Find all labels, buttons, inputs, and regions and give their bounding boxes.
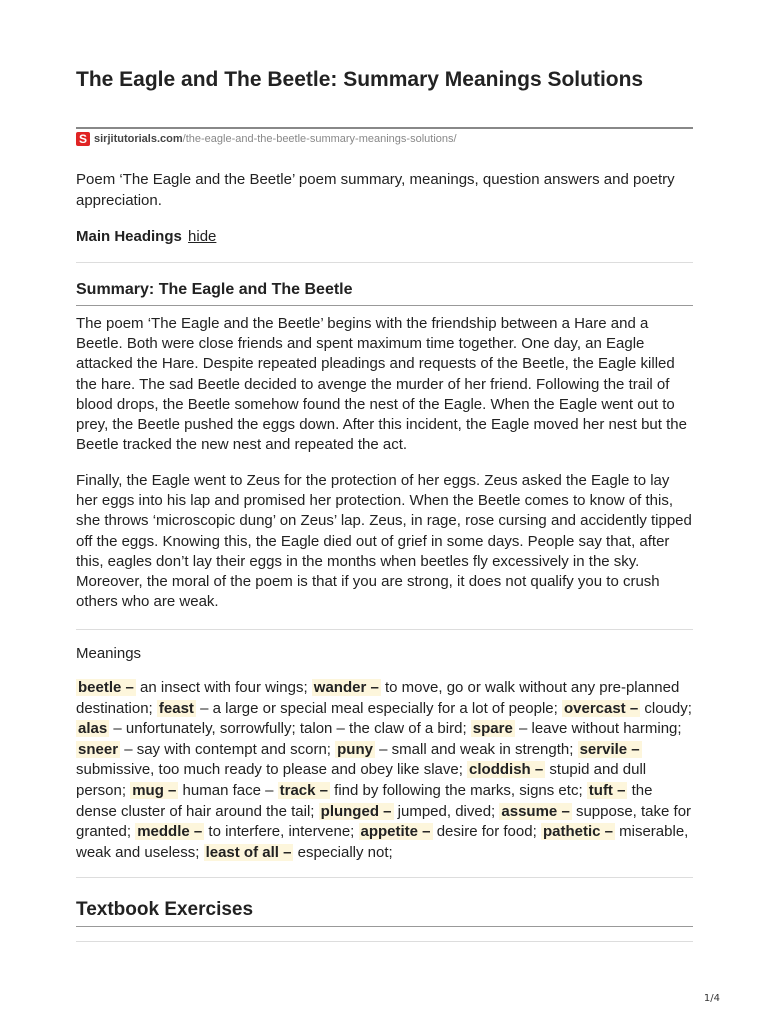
meaning-definition: – unfortunately, sorrowfully; talon – the claw of a bird; bbox=[109, 720, 471, 738]
meaning-term: tuft – bbox=[588, 781, 626, 799]
source-link[interactable] bbox=[76, 132, 457, 146]
textbook-exercises-heading: Textbook Exercises bbox=[76, 899, 254, 920]
meaning-definition: suppose, take for granted; bbox=[76, 802, 692, 841]
page-number: 1/4 bbox=[703, 993, 720, 1004]
meaning-term: beetle – bbox=[78, 679, 134, 696]
meaning-definition: – small and weak in strength; bbox=[374, 740, 578, 758]
meaning-term: spare bbox=[472, 720, 513, 738]
meaning-definition: desire for food; bbox=[432, 823, 541, 841]
meaning-term: cloddish – bbox=[469, 761, 544, 779]
meaning-term: meddle – bbox=[137, 823, 203, 841]
source-path: /the-eagle-and-the-beetle-summary-meanings-solutions/ bbox=[182, 133, 457, 145]
meaning-term: sneer bbox=[78, 740, 119, 758]
divider bbox=[76, 941, 693, 942]
meaning-definition: stupid and dull person; bbox=[76, 761, 647, 799]
meaning-term: track – bbox=[279, 781, 328, 799]
meaning-definition: – say with contempt and scorn; bbox=[120, 740, 336, 758]
meaning-term: wander – bbox=[313, 679, 379, 696]
page-title: The Eagle and The Beetle: Summary Meanings Solutions bbox=[76, 68, 644, 91]
source-domain: sirjitutorials.com bbox=[94, 133, 183, 145]
meaning-definition: submissive, too much ready to please and obey like slave; bbox=[76, 761, 468, 779]
meaning-definition: an insect with four wings; bbox=[135, 679, 312, 696]
meaning-definition: especially not; bbox=[293, 843, 393, 861]
meaning-term: mug – bbox=[132, 781, 177, 799]
meaning-definition: the dense cluster of hair around the tail; bbox=[76, 781, 653, 820]
meaning-definition: find by following the marks, signs etc; bbox=[330, 781, 587, 799]
meaning-term: assume – bbox=[501, 802, 570, 820]
meaning-definition: – leave without harming; bbox=[514, 720, 682, 738]
meaning-term: feast bbox=[158, 699, 194, 717]
meaning-definition: cloudy; bbox=[640, 699, 692, 717]
meanings-label: Meanings bbox=[76, 645, 142, 662]
meaning-term: plunged – bbox=[320, 802, 392, 820]
meaning-definition: human face – bbox=[178, 781, 278, 799]
divider bbox=[76, 629, 693, 630]
meaning-definition: to interfere, intervene; bbox=[204, 823, 359, 841]
summary-paragraph-2: Finally, the Eagle went to Zeus for the protection of her eggs. Zeus asked the Eagle to lay her eggs into his lap and promised her protection. When the Beetle comes to know of this, she throws ‘microscopic dung’ on Zeus’ lap. Zeus, in rage, rose cursing and accidently tipped off the eggs. Knowing this, the Eagle died out of grief in some days. People say that, after this, eagles don’t lay their eggs in the months when beetles fly excessively in the sky. Moreover, the moral of the poem is that if you are strong, it does not qualify you to crush others who are weak. bbox=[76, 472, 692, 611]
meaning-term: puny bbox=[337, 740, 373, 758]
intro-text: Poem ‘The Eagle and the Beetle’ poem summary, meanings, question answers and poetry appreciation. bbox=[76, 171, 675, 209]
meaning-term: alas bbox=[78, 720, 108, 738]
divider bbox=[76, 262, 693, 263]
meaning-term: appetite – bbox=[360, 823, 431, 841]
meaning-term: pathetic – bbox=[542, 823, 613, 841]
divider bbox=[76, 877, 693, 878]
meaning-term: least of all – bbox=[205, 843, 292, 861]
title-divider bbox=[76, 127, 693, 129]
meaning-definition: – a large or special meal especially for a lot of people; bbox=[195, 699, 562, 717]
meaning-definition: jumped, dived; bbox=[393, 802, 500, 820]
site-logo-icon: S bbox=[76, 132, 90, 146]
meaning-definition: miserable, weak and useless; bbox=[76, 823, 689, 861]
summary-heading: Summary: The Eagle and The Beetle bbox=[76, 281, 353, 298]
summary-paragraph-1: The poem ‘The Eagle and the Beetle’ begins with the friendship between a Hare and a Beetle. Both were close friends and spent maximum time together. One day, an Eagle attacked the Hare. Despite repeated pleadings and requests of the Beetle, the Eagle killed the hare. The sad Beetle decided to avenge the murder of her friend. Following the trail of blood drops, the Beetle somehow found the nest of the Eagle. When the Eagle went out to prey, the Beetle pushed the eggs down. After this incident, the Eagle moved her nest but the Beetle tracked the new nest and repeated the act. bbox=[76, 315, 687, 454]
section-heading-divider bbox=[76, 926, 693, 927]
main-headings bbox=[76, 226, 216, 247]
main-headings-label: Main Headings bbox=[76, 228, 182, 245]
hide-toggle-link[interactable]: hide bbox=[188, 228, 217, 245]
meanings-list bbox=[76, 678, 693, 863]
meaning-definition: to move, go or walk without any pre-planned destination; bbox=[76, 679, 680, 717]
summary-heading-divider bbox=[76, 305, 693, 306]
meaning-term: servile – bbox=[579, 740, 640, 758]
meaning-term: overcast – bbox=[563, 699, 639, 717]
